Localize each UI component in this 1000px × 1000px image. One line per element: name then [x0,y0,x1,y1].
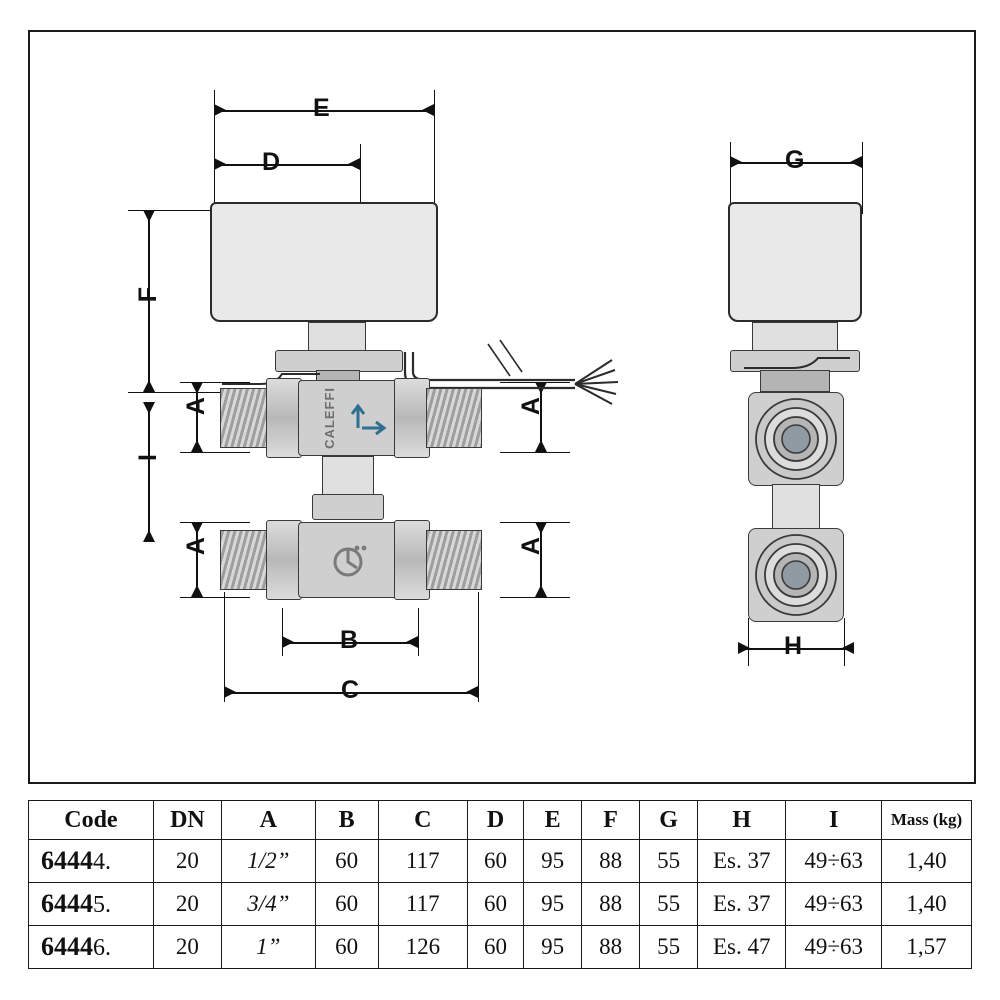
dim-label-h: H [784,632,803,660]
dim-label-c: C [341,676,360,704]
cell-d: 60 [467,840,523,883]
drawing-frame [28,30,976,784]
cell-g: 55 [640,840,698,883]
cell-i: 49÷63 [786,840,882,883]
cell-mass: 1,40 [882,883,972,926]
dim-line-i [148,402,150,542]
specification-table [28,800,972,969]
ext-line-c-right [478,592,479,702]
lower-nut-left [266,520,302,600]
ext-line-a3-bottom [180,597,250,598]
table-header-row [29,801,972,840]
cell-b: 60 [315,926,378,969]
dim-arrow-f-top [143,210,155,222]
dim-label-e: E [313,94,330,122]
dim-line-d [214,164,360,166]
dim-arrow-i-top [143,402,155,414]
dim-arrow-g-right [850,156,862,168]
cell-code-bold: 6444 [41,889,93,918]
dim-label-a3: A [182,537,210,556]
col-header-d: D [467,801,523,840]
side-lower-port-rings [748,528,844,622]
cell-code [29,840,154,883]
cell-code-bold: 6444 [41,846,93,875]
dim-arrow-e-right [422,104,434,116]
dim-arrow-d-left [214,158,226,170]
cell-e: 95 [524,883,582,926]
col-header-c: C [378,801,467,840]
dim-arrow-a2-bottom [535,440,547,452]
cell-code-rest: 4. [93,849,111,875]
cell-h: Es. 47 [698,926,786,969]
cell-g: 55 [640,926,698,969]
dim-label-a2: A [517,397,545,416]
cell-a: 1” [222,926,316,969]
col-header-mass: Mass (kg) [882,801,972,840]
col-header-i: I [786,801,882,840]
dim-arrow-h-right [842,642,854,654]
ext-line-e-right [434,90,435,210]
table-row [29,883,972,926]
col-header-h: H [698,801,786,840]
cell-f: 88 [582,926,640,969]
dim-arrow-a4-bottom [535,585,547,597]
dim-label-i-side: I [134,454,162,461]
cell-b: 60 [315,840,378,883]
upper-thread-right [426,388,482,448]
col-header-code: Code [29,801,154,840]
cell-code-rest: 6. [93,935,111,961]
cell-e: 95 [524,926,582,969]
ext-line-g-right [862,142,863,214]
dim-label-f: F [134,287,162,303]
ext-line-a4-bottom [500,597,570,598]
upper-nut-right [394,378,430,458]
ext-line-a2-bottom [500,452,570,453]
cell-c: 126 [378,926,467,969]
side-mid-connector [772,484,820,530]
dim-arrow-e-left [214,104,226,116]
cell-mass: 1,40 [882,840,972,883]
dim-arrow-h-left [738,642,750,654]
dim-label-b: B [340,626,359,654]
dim-arrow-c-left [224,686,236,698]
dim-label-g: G [785,146,805,174]
cell-f: 88 [582,840,640,883]
dim-label-a4: A [517,537,545,556]
lower-thread-right [426,530,482,590]
cell-c: 117 [378,883,467,926]
actuator-housing [210,202,438,322]
side-actuator-housing [728,202,862,322]
table-row [29,926,972,969]
flow-arrow-icon [348,398,394,444]
ext-line-a1-bottom [180,452,250,453]
col-header-e: E [524,801,582,840]
cell-i: 49÷63 [786,883,882,926]
cell-g: 55 [640,883,698,926]
cell-dn: 20 [153,926,221,969]
dim-arrow-d-right [348,158,360,170]
side-upper-port-rings [748,392,844,486]
dim-label-d: D [262,148,281,176]
cell-code-bold: 6444 [41,932,93,961]
ext-line-b-right [418,608,419,656]
dim-arrow-a3-top [191,522,203,534]
col-header-f: F [582,801,640,840]
dim-arrow-i-bottom [143,530,155,542]
cell-f: 88 [582,883,640,926]
cell-h: Es. 37 [698,840,786,883]
cell-code [29,926,154,969]
cell-b: 60 [315,883,378,926]
dim-arrow-a3-bottom [191,585,203,597]
cell-dn: 20 [153,883,221,926]
dim-arrow-a4-top [535,522,547,534]
cell-code-rest: 5. [93,892,111,918]
cell-a: 1/2” [222,840,316,883]
dim-arrow-a1-top [191,382,203,394]
dim-arrow-b-left [282,636,294,648]
caleffi-logo-icon [326,538,370,582]
ext-line-b-left [282,608,283,656]
cell-c: 117 [378,840,467,883]
mid-collar [312,494,384,520]
cell-dn: 20 [153,840,221,883]
cell-mass: 1,57 [882,926,972,969]
upper-nut-left [266,378,302,458]
cell-a: 3/4” [222,883,316,926]
cell-i: 49÷63 [786,926,882,969]
dim-arrow-g-left [730,156,742,168]
col-header-dn: DN [153,801,221,840]
brand-text: CALEFFI [322,387,337,449]
dim-arrow-f-bottom [143,380,155,392]
cell-code [29,883,154,926]
lower-nut-right [394,520,430,600]
dim-arrow-b-right [406,636,418,648]
cell-e: 95 [524,840,582,883]
dim-label-a1: A [182,397,210,416]
cell-h: Es. 37 [698,883,786,926]
col-header-b: B [315,801,378,840]
dim-arrow-a1-bottom [191,440,203,452]
cell-d: 60 [467,883,523,926]
dim-arrow-c-right [466,686,478,698]
table-row [29,840,972,883]
side-wire [738,350,858,376]
col-header-a: A [222,801,316,840]
cell-d: 60 [467,926,523,969]
col-header-g: G [640,801,698,840]
